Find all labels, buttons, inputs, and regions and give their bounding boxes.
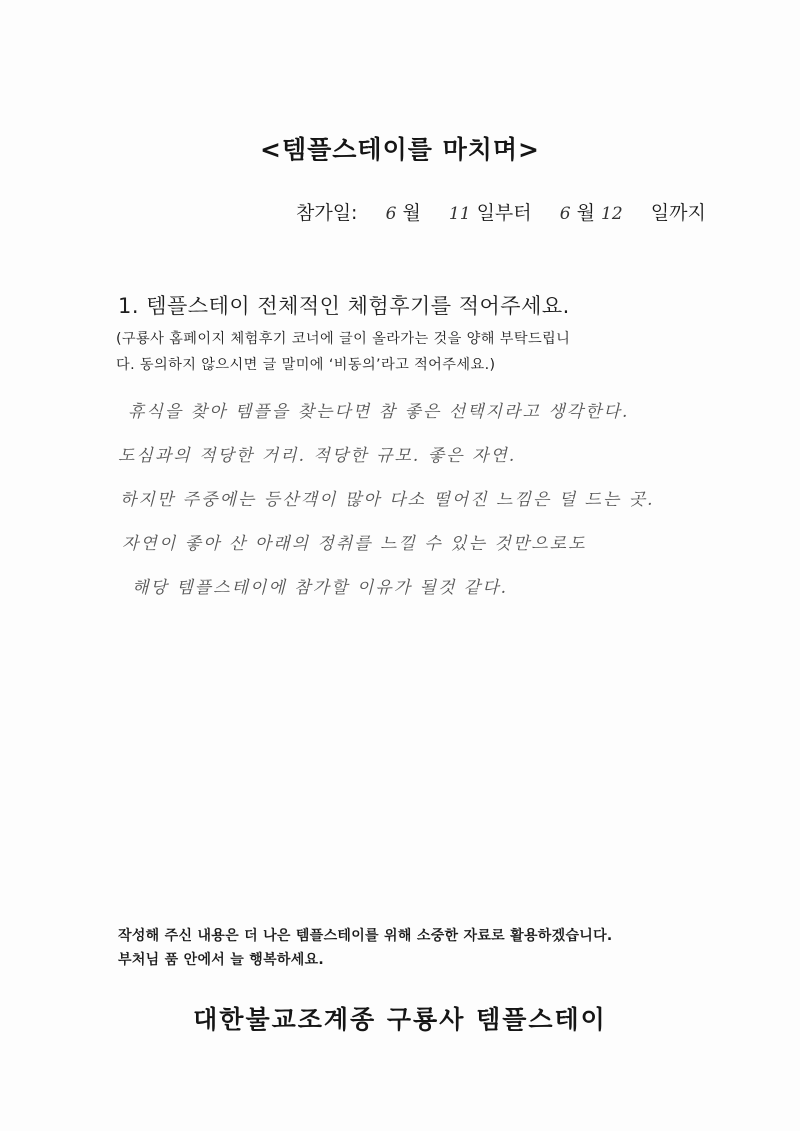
temple-name: 대한불교조계종 구룡사 템플스테이 — [193, 1005, 607, 1034]
question-1: 1. 템플스테이 전체적인 체험후기를 적어주세요. — [118, 294, 570, 318]
question-1-note — [116, 326, 696, 378]
answer-line: 하지만 주중에는 등산객이 많아 다소 떨어진 느낌은 덜 드는 곳. — [120, 490, 655, 510]
answer-line: 휴식을 찾아 템플을 찾는다면 참 좋은 선택지라고 생각한다. — [128, 402, 630, 422]
to-word: 일까지 — [650, 202, 706, 224]
period-label: 참가일: — [296, 202, 358, 224]
answer-line: 도심과의 적당한 거리. 적당한 규모. 좋은 자연. — [118, 446, 517, 466]
answer-line: 해당 템플스테이에 참가할 이유가 될것 같다. — [132, 578, 509, 598]
footer-line: 작성해 주신 내용은 더 나은 템플스테이를 위해 소중한 자료로 활용하겠습니다. — [118, 928, 613, 944]
page-title: <템플스테이를 마치며> — [260, 135, 540, 164]
start-month-value: 6 — [385, 204, 397, 224]
footer-note — [118, 924, 613, 972]
participation-period — [296, 198, 706, 225]
from-word: 일부터 — [476, 202, 532, 224]
start-day-value: 11 — [448, 204, 471, 224]
handwritten-answer — [118, 390, 728, 610]
answer-line: 자연이 좋아 산 아래의 정취를 느낄 수 있는 것만으로도 — [122, 534, 587, 554]
footer-line: 부처님 품 안에서 늘 행복하세요. — [118, 952, 325, 968]
month-word: 월 — [402, 202, 421, 224]
end-month-value: 6 — [559, 204, 571, 224]
end-day-value: 12 — [601, 204, 623, 224]
note-line: (구룡사 홈페이지 체험후기 코너에 글이 올라가는 것을 양해 부탁드립니 — [116, 331, 571, 347]
month-word: 월 — [576, 202, 595, 224]
note-line: 다. 동의하지 않으시면 글 말미에 ‘비동의’라고 적어주세요.) — [116, 357, 496, 373]
